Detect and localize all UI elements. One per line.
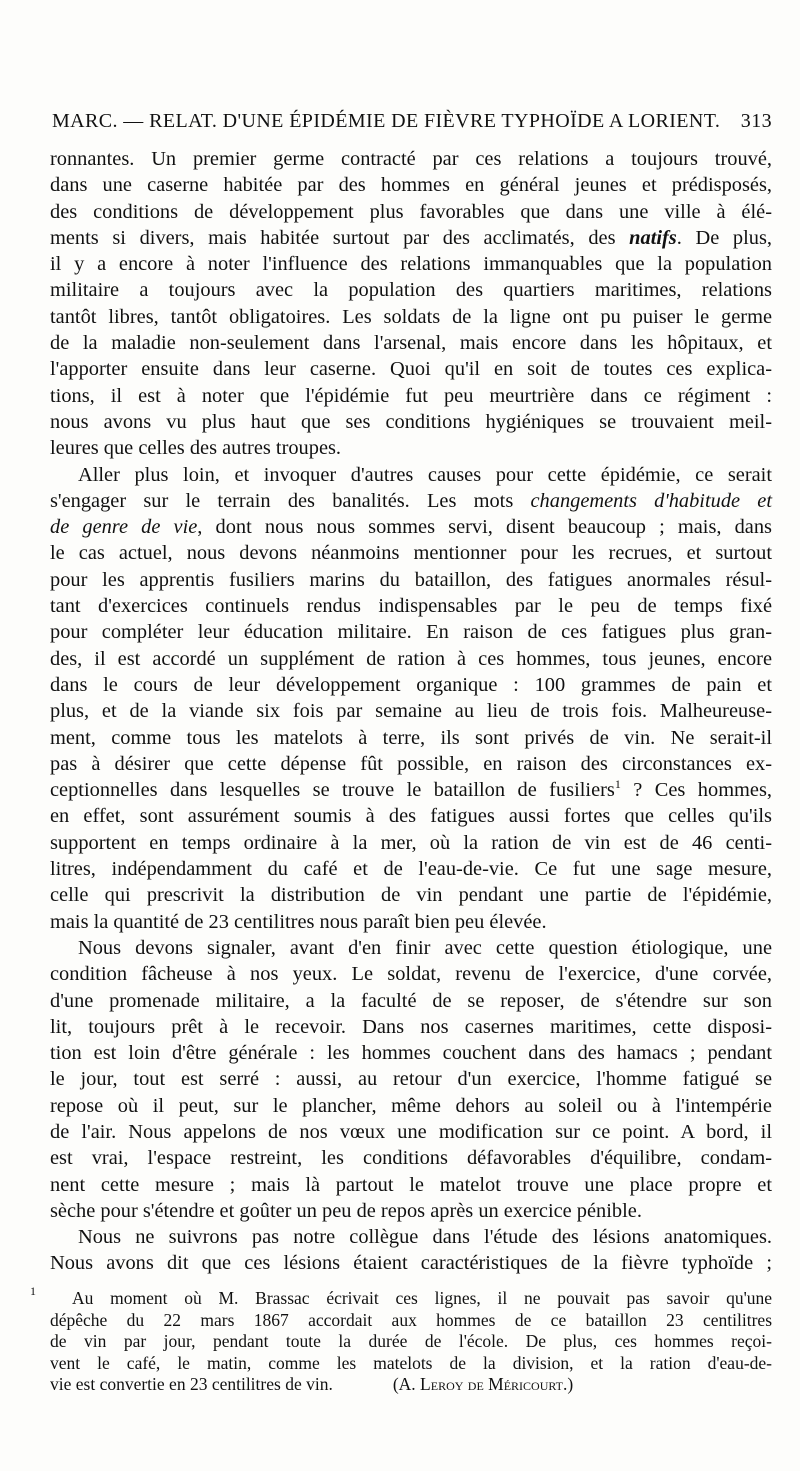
text-line	[50, 777, 772, 803]
footnote-line: Au moment où M. Brassac écrivait ces lignes, il ne pouvait pas savoir qu'une	[72, 1288, 772, 1308]
footnote-line	[50, 1374, 772, 1396]
text-line: dans le cours de leur développement organique : 100 grammes de pain et	[50, 673, 772, 696]
text-line: pas à désirer que cette dépense fût possible, en raison des circonstances ex-	[50, 752, 772, 775]
text-line: pour compléter leur éducation militaire. En raison de ces fatigues plus gran-	[50, 621, 772, 644]
text-line: le jour, tout est serré : aussi, au retour d'un exercice, l'homme fatigué se	[50, 1068, 772, 1091]
text-line: en effet, sont assurément soumis à des fatigues aussi fortes que celles qu'ils	[50, 805, 772, 828]
paragraph-1	[50, 146, 772, 462]
footnote-signature: (A. Leroy de Méricourt.)	[392, 1374, 574, 1395]
footnote-line: de vin par jour, pendant toute la durée de l'école. De plus, ces hommes reçoi-	[50, 1331, 772, 1352]
text-line: sèche pour s'étendre et goûter un peu de repos après un exercice pénible.	[50, 1199, 642, 1222]
text-line: lit, toujours prêt à le recevoir. Dans nos casernes maritimes, cette disposi-	[50, 1015, 772, 1038]
text-segment: ? Ces hommes,	[620, 779, 772, 802]
footnote	[50, 1288, 772, 1396]
text-line: supportent en temps ordinaire à la mer, où la ration de vin est de 46 centi-	[50, 831, 772, 854]
text-line: tant d'exercices continuels rendus indispensables par le peu de temps fixé	[50, 595, 772, 618]
text-line: Aller plus loin, et invoquer d'autres causes pour cette épidémie, ce serait	[78, 463, 772, 486]
text-segment: , dont nous nous sommes servi, disent beaucoup ; mais, dans	[197, 516, 772, 539]
text-line	[50, 514, 772, 540]
text-line: repose où il peut, sur le plancher, même dehors au soleil ou à l'intempérie	[50, 1094, 772, 1117]
paragraph-2	[50, 462, 772, 935]
text-segment: . De plus,	[676, 226, 772, 249]
body-text	[50, 146, 772, 1277]
text-line: des conditions de développement plus favorables que dans une ville à élé-	[50, 200, 772, 223]
text-line: Nous devons signaler, avant d'en finir avec cette question étiologique, une	[78, 936, 772, 959]
text-line: leures que celles des autres troupes.	[50, 437, 342, 460]
text-line: tions, il est à noter que l'épidémie fut peu meurtrière dans ce régiment :	[50, 384, 772, 407]
footnote-line: dépêche du 22 mars 1867 accordait aux hommes de ce bataillon 23 centilitres	[50, 1309, 772, 1330]
footnote-mark: 1	[30, 1284, 36, 1298]
text-line: le cas actuel, nous devons néanmoins mentionner pour les recrues, et surtout	[50, 542, 772, 565]
running-header	[52, 110, 772, 133]
emphasis-natifs: natifs	[629, 226, 677, 249]
text-line: ment, comme tous les matelots à terre, ils sont privés de vin. Ne serait-il	[50, 726, 772, 749]
text-line: tion est loin d'être générale : les hommes couchent dans des hamacs ; pendant	[50, 1042, 772, 1065]
emphasis-phrase: de genre de vie	[50, 516, 198, 539]
text-line: mais la quantité de 23 centilitres nous paraît bien peu élevée.	[50, 910, 547, 933]
text-line: ronnantes. Un premier germe contracté par ces relations a toujours trouvé,	[50, 148, 772, 170]
text-line: plus, et de la viande six fois par semaine au lieu de trois fois. Malheureuse-	[50, 700, 772, 723]
footnote-reference[interactable]: 1	[614, 777, 621, 792]
text-line: nous avons vu plus haut que ses conditions hygiéniques se trouvaient meil-	[50, 410, 772, 433]
footnote-text: vie est convertie en 23 centilitres de vin.	[50, 1374, 333, 1395]
running-title: MARC. — RELAT. D'UNE ÉPIDÉMIE DE FIÈVRE TYPHOÏDE A LORIENT.	[52, 110, 721, 132]
text-line: litres, indépendamment du café et de l'eau-de-vie. Ce fut une sage mesure,	[50, 858, 772, 881]
text-line: nent cette mesure ; mais là partout le matelot trouve une place propre et	[50, 1173, 772, 1196]
text-line: militaire a toujours avec la population des quartiers maritimes, relations	[50, 279, 772, 302]
text-segment: s'engager sur le terrain des banalités. Les mots	[50, 489, 531, 512]
text-line: condition fâcheuse à nos yeux. Le soldat, revenu de l'exercice, d'une corvée,	[50, 963, 772, 986]
text-line: dans une caserne habitée par des hommes en général jeunes et prédisposés,	[50, 174, 772, 197]
text-line	[50, 488, 772, 514]
footnote-line: vent le café, le matin, comme les matelots de la division, et la ration d'eau-de-	[50, 1352, 772, 1373]
text-segment: ments si divers, mais habitée surtout par des acclimatés, des	[50, 226, 630, 249]
text-line: Nous avons dit que ces lésions étaient caractéristiques de la fièvre typhoïde ;	[50, 1252, 772, 1275]
paragraph-3	[50, 935, 772, 1224]
text-line: Nous ne suivrons pas notre collègue dans l'étude des lésions anatomiques.	[78, 1226, 772, 1249]
paragraph-4	[50, 1224, 772, 1277]
text-line: tantôt libres, tantôt obligatoires. Les soldats de la ligne ont pu puiser le germe	[50, 305, 772, 328]
text-line: des, il est accordé un supplément de ration à ces hommes, tous jeunes, encore	[50, 647, 772, 670]
page-number: 313	[740, 110, 772, 132]
text-line: celle qui prescrivit la distribution de vin pendant une partie de l'épidémie,	[50, 884, 772, 907]
text-line: l'apporter ensuite dans leur caserne. Quoi qu'il en soit de toutes ces explica-	[50, 358, 772, 381]
text-line	[50, 225, 772, 251]
text-line: de la maladie non-seulement dans l'arsenal, mais encore dans les hôpitaux, et	[50, 332, 772, 355]
text-line: il y a encore à noter l'influence des relations immanquables que la population	[50, 253, 772, 276]
text-line: est vrai, l'espace restreint, les conditions défavorables d'équilibre, condam-	[50, 1147, 772, 1170]
text-line: pour les apprentis fusiliers marins du bataillon, des fatigues anormales résul-	[50, 568, 772, 591]
text-line: de l'air. Nous appelons de nos vœux une modification sur ce point. A bord, il	[50, 1120, 772, 1143]
text-segment: ceptionnelles dans lesquelles se trouve le bataillon de fusiliers	[50, 779, 615, 802]
text-line: d'une promenade militaire, a la faculté de se reposer, de s'étendre sur son	[50, 989, 772, 1012]
emphasis-phrase: changements d'habitude et	[530, 489, 772, 512]
